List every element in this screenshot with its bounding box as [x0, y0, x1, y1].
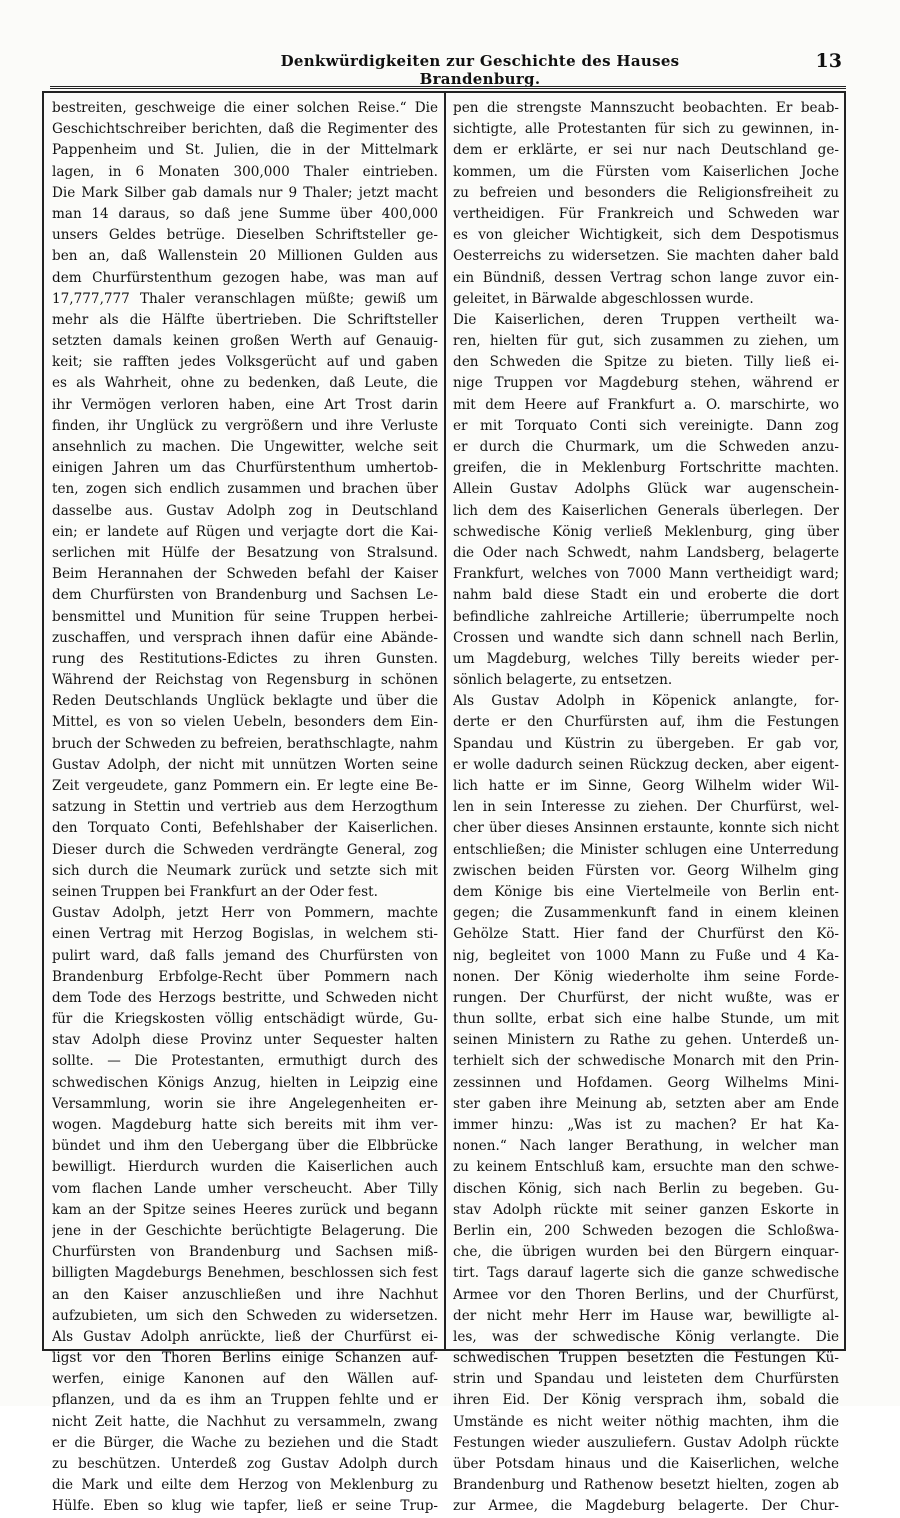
text-line: nige Truppen vor Magdeburg stehen, während er [453, 375, 839, 392]
text-line: entschließen; die Minister schlugen eine Unterredung [453, 841, 839, 858]
text-line: Die Kaiserlichen, deren Truppen vertheilt wa- [453, 311, 839, 328]
text-line: ligst vor den Thoren Berlins einige Schanzen auf- [52, 1350, 438, 1367]
text-line: Reden Deutschlands Unglück beklagte und über die [52, 693, 438, 710]
text-line: nicht Zeit hatte, die Nachhut zu versammeln, zwang [52, 1413, 438, 1430]
text-line: lich hatte er im Sinne, Georg Wilhelm wider Wil- [453, 778, 839, 794]
text-line: gegen; die Zusammenkunft fand in einem kleinen [453, 905, 839, 922]
text-line: wogen. Magdeburg hatte sich bereits mit ihm ver- [52, 1117, 438, 1133]
text-line: ben an, daß Wallenstein 20 Millionen Gulden aus [52, 248, 438, 265]
text-line: ihren Eid. Der König versprach ihm, sobald die [453, 1392, 839, 1409]
text-line: er die Bürger, die Wache zu beziehen und die Stadt [52, 1434, 438, 1451]
text-line: terhielt sich der schwedische Monarch mit den Prin- [453, 1053, 839, 1070]
text-line: jene in der Geschichte berüchtigte Belagerung. Die [52, 1222, 438, 1239]
text-line: Während der Reichstag von Regensburg in schönen [52, 672, 438, 689]
text-line: Beim Herannahen der Schweden befahl der Kaiser [52, 566, 438, 583]
running-header [50, 50, 850, 88]
text-line: Berlin ein, 200 Schweden bezogen die Schloßwa- [453, 1222, 839, 1239]
text-line: Geschichtschreiber berichten, daß die Regimenter des [52, 121, 438, 138]
text-line: stav Adolph diese Provinz unter Sequester halten [52, 1032, 438, 1049]
left-column [52, 98, 438, 1518]
text-line: sichtigte, alle Protestanten für sich zu gewinnen, in- [453, 121, 839, 138]
text-line: zu beschützen. Unterdeß zog Gustav Adolph durch [52, 1456, 438, 1472]
text-line: Crossen und wandte sich dann schnell nach Berlin, [453, 629, 839, 646]
text-line: Pappenheim und St. Julien, die in der Mittelmark [52, 142, 438, 159]
text-line: stav Adolph rückte mit seiner ganzen Eskorte in [453, 1201, 839, 1218]
text-line: dem Könige bis eine Viertelmeile von Berlin ent- [453, 883, 839, 900]
text-line: dem Tode des Herzogs bestritte, und Schweden nicht [52, 989, 438, 1006]
text-line: dem Churfürstenthum gezogen habe, was man auf [52, 269, 438, 286]
text-line: dasselbe aus. Gustav Adolph zog in Deutschland [52, 502, 438, 519]
text-line: aufzubieten, um sich den Schweden zu widersetzen. [52, 1307, 438, 1324]
text-line: lagen, in 6 Monaten 300,000 Thaler eintrieben. [52, 163, 438, 180]
text-line: schwedische König verließ Meklenburg, ging über [453, 523, 839, 540]
text-line: derte er den Churfürsten auf, ihm die Festungen [453, 714, 839, 731]
text-line: cher über dieses Ansinnen erstaunte, konnte sich nicht [453, 820, 839, 837]
text-line: unsers Geldes betrüge. Dieselben Schriftsteller ge- [52, 227, 438, 244]
text-line: zuschaffen, und versprach ihnen dafür eine Abände- [52, 629, 438, 646]
text-line: ten, zogen sich endlich zusammen und brachen über [52, 481, 438, 498]
text-line: zwischen beiden Fürsten vor. Georg Wilhelm ging [453, 862, 839, 879]
text-line: er wolle dadurch seinen Rückzug decken, aber eigent- [453, 756, 839, 773]
text-line: tirt. Tags darauf lagerte sich die ganze schwedische [453, 1265, 839, 1282]
text-line: seinen Ministern zu Rathe zu gehen. Unterdeß un- [453, 1032, 839, 1049]
text-line: ster gaben ihre Meinung ab, setzten aber am Ende [453, 1095, 839, 1112]
text-line: vom flachen Lande umher verscheucht. Aber Tilly [52, 1180, 438, 1197]
text-line: ansehnlich zu machen. Die Ungewitter, welche seit [52, 439, 438, 455]
text-line: ren, hielten für gut, sich zusammen zu ziehen, um [453, 333, 839, 350]
text-line: dem er erklärte, er sei nur nach Deutschland ge- [453, 142, 839, 159]
text-line: bruch der Schweden zu befreien, berathschlagte, nahm [52, 735, 438, 752]
text-line: 17,777,777 Thaler veranschlagen müßte; gewiß um [52, 290, 438, 307]
text-line: sollte. — Die Protestanten, ermuthigt durch des [52, 1053, 438, 1070]
text-line: ihr Vermögen verloren haben, eine Art Trost darin [52, 396, 438, 413]
text-line: rungen. Der Churfürst, der nicht wußte, was er [453, 989, 839, 1006]
text-line: nonen.“ Nach langer Berathung, in welcher man [453, 1138, 839, 1155]
text-line: Armee vor den Thoren Berlins, und der Churfürst, [453, 1286, 839, 1303]
text-line: es als Wahrheit, ohne zu bedenken, daß Leute, die [52, 375, 438, 392]
text-line: ein; er landete auf Rügen und verjagte dort die Kai- [52, 523, 438, 540]
text-line: billigten Magdeburgs Benehmen, beschlossen sich fest [52, 1265, 438, 1282]
text-line: den Torquato Conti, Befehlshaber der Kaiserlichen. [52, 820, 438, 837]
text-line: bewilligt. Hierdurch wurden die Kaiserlichen auch [52, 1159, 438, 1176]
text-line: che, die übrigen wurden bei den Bürgern einquar- [453, 1244, 839, 1261]
text-line: für die Kriegskosten völlig entschädigt würde, Gu- [52, 1011, 438, 1028]
text-line: werfen, einige Kanonen auf den Wällen auf- [52, 1371, 438, 1388]
column-divider [444, 93, 446, 1349]
text-line: sönlich belagerte, zu entsetzen. [453, 672, 673, 689]
text-line: einigen Jahren um das Churfürstenthum umhertob- [52, 460, 438, 477]
text-line: zu keinem Entschluß kam, ersuchte man den schwe- [453, 1159, 839, 1176]
text-line: Brandenburg Erbfolge-Recht über Pommern nach [52, 968, 438, 985]
text-line: Frankfurt, welches von 7000 Mann vertheidigt ward; [453, 566, 839, 583]
text-line: er durch die Churmark, um die Schweden anzu- [453, 439, 839, 455]
text-line: zessinnen und Hofdamen. Georg Wilhelms Mini- [453, 1074, 839, 1091]
text-line: es von gleicher Wichtigkeit, sich dem Despotismus [453, 227, 839, 244]
text-line: Churfürsten von Brandenburg und Sachsen miß- [52, 1244, 438, 1261]
text-line: Allein Gustav Adolphs Glück war augenschein- [453, 481, 839, 498]
text-line: schwedischen Königs Anzug, hielten in Leipzig eine [52, 1074, 438, 1091]
text-line: bündet und ihm den Uebergang über die Elbbrücke [52, 1138, 438, 1155]
text-line: kam an der Spitze seines Heeres zurück und begann [52, 1201, 438, 1218]
text-line: dischen König, sich nach Berlin zu begeben. Gu- [453, 1180, 839, 1197]
text-line: les, was der schwedische König verlangte. Die [453, 1328, 839, 1345]
text-line: vertheidigen. Für Frankreich und Schweden war [453, 205, 839, 222]
text-line: die Oder nach Schwedt, nahm Landsberg, belagerte [453, 544, 839, 561]
text-line: mit dem Heere auf Frankfurt a. O. marschirte, wo [453, 396, 839, 413]
header-rule [50, 86, 846, 89]
text-line: serlichen mit Hülfe der Besatzung von Stralsund. [52, 544, 438, 561]
text-line: zu befreien und besonders die Religionsfreiheit zu [453, 184, 839, 201]
text-line: geleitet, in Bärwalde abgeschlossen wurde. [453, 290, 754, 307]
right-column [453, 98, 839, 1518]
text-line: nahm bald diese Stadt ein und eroberte die dort [453, 587, 839, 604]
text-line: ein Bündniß, dessen Vertrag schon lange zuvor ein- [453, 269, 839, 286]
text-line: Mittel, es von so vielen Uebeln, besonders dem Ein- [52, 714, 438, 731]
text-line: bensmittel und Munition für seine Truppen herbei- [52, 608, 438, 625]
text-line: dem Churfürsten von Brandenburg und Sachsen Le- [52, 587, 438, 604]
text-line: lich dem des Kaiserlichen Generals überlegen. Der [453, 502, 839, 519]
text-line: befindliche zahlreiche Artillerie; überrumpelte noch [453, 608, 839, 625]
text-line: immer hinzu: „Was ist zu machen? Er hat Ka- [453, 1117, 839, 1133]
text-line: Zeit vergeudete, ganz Pommern ein. Er legte eine Be- [52, 778, 438, 794]
text-line: Hülfe. Eben so klug wie tapfer, ließ er seine Trup- [52, 1498, 438, 1515]
text-line: bestreiten, geschweige die einer solchen Reise.“ Die [52, 100, 438, 116]
text-line: finden, ihr Unglück zu vergrößern und ihre Verluste [52, 417, 438, 434]
text-line: an den Kaiser anzuschließen und ihre Nachhut [52, 1286, 438, 1303]
text-line: man 14 daraus, so daß jene Summe über 400,000 [52, 205, 438, 222]
text-line: Gustav Adolph, der nicht mit unnützen Worten seine [52, 756, 438, 773]
text-line: der nicht mehr Herr im Hause war, bewilligte al- [453, 1307, 839, 1324]
text-line: schwedischen Truppen besetzten die Festungen Kü- [453, 1350, 839, 1367]
text-line: strin und Spandau und leisteten dem Churfürsten [453, 1371, 839, 1388]
text-line: thun sollte, erbat sich eine halbe Stunde, um mit [453, 1011, 839, 1028]
text-line: Als Gustav Adolph in Köpenick anlangte, for- [453, 693, 839, 710]
text-line: keit; sie rafften jedes Volksgerücht auf und gaben [52, 354, 438, 371]
text-line: pen die strengste Mannszucht beobachten. Er beab- [453, 100, 839, 116]
text-line: setzten damals keinen großen Werth auf Genauig- [52, 333, 438, 350]
text-line: Dieser durch die Schweden verdrängte General, zog [52, 841, 438, 858]
text-line: um Magdeburg, welches Tilly bereits wieder per- [453, 650, 839, 667]
text-line: die Mark und eilte dem Herzog von Meklenburg zu [52, 1477, 438, 1494]
text-line: len in sein Interesse zu ziehen. Der Churfürst, wel- [453, 799, 839, 816]
text-line: rung des Restitutions-Edictes zu ihren Gunsten. [52, 650, 438, 667]
text-line: Versammlung, worin sie ihre Angelegenheiten er- [52, 1095, 438, 1112]
text-line: kommen, um die Fürsten vom Kaiserlichen Joche [453, 163, 839, 180]
text-line: den Schweden die Spitze zu bieten. Tilly ließ ei- [453, 354, 839, 371]
text-line: pulirt ward, daß falls jemand des Churfürsten von [52, 947, 438, 964]
text-line: seinen Truppen bei Frankfurt an der Oder fest. [52, 883, 378, 900]
text-line: sich durch die Neumark zurück und setzte sich mit [52, 862, 438, 879]
text-line: Festungen wieder auszuliefern. Gustav Adolph rückte [453, 1434, 839, 1451]
text-line: zur Armee, die Magdeburg belagerte. Der Chur- [453, 1498, 839, 1515]
text-line: Oesterreichs zu widersetzen. Sie machten daher bald [453, 248, 839, 265]
text-line: Brandenburg und Rathenow besetzt hielten, zogen ab [453, 1477, 839, 1494]
text-line: satzung in Stettin und vertrieb aus dem Herzogthum [52, 799, 438, 816]
text-line: er mit Torquato Conti sich vereinigte. Dann zog [453, 417, 839, 434]
text-line: Gehölze Statt. Hier fand der Churfürst den Kö- [453, 926, 839, 943]
text-line: Umstände es nicht weiter nöthig machten, ihm die [453, 1413, 839, 1430]
text-line: Gustav Adolph, jetzt Herr von Pommern, machte [52, 905, 438, 922]
text-line: einen Vertrag mit Herzog Bogislas, in welchem sti- [52, 926, 438, 943]
text-line: mehr als die Hälfte übertrieben. Die Schriftsteller [52, 311, 438, 328]
text-line: Die Mark Silber gab damals nur 9 Thaler; jetzt macht [52, 184, 438, 201]
text-line: nig, begleitet von 1000 Mann zu Fuße und 4 Ka- [453, 947, 839, 964]
text-line: über Potsdam hinaus und die Kaiserlichen, welche [453, 1456, 839, 1472]
text-line: Als Gustav Adolph anrückte, ließ der Churfürst ei- [52, 1328, 438, 1345]
text-line: pflanzen, und da es ihm an Truppen fehlte und er [52, 1392, 438, 1409]
text-line: Spandau und Küstrin zu übergeben. Er gab vor, [453, 735, 839, 752]
page-number: 13 [815, 50, 842, 72]
text-line: nonen. Der König wiederholte ihm seine Forde- [453, 968, 839, 985]
header-title: Denkwürdigkeiten zur Geschichte des Hauses Brandenburg. [280, 52, 680, 88]
text-line: greifen, die in Meklenburg Fortschritte machten. [453, 460, 839, 477]
